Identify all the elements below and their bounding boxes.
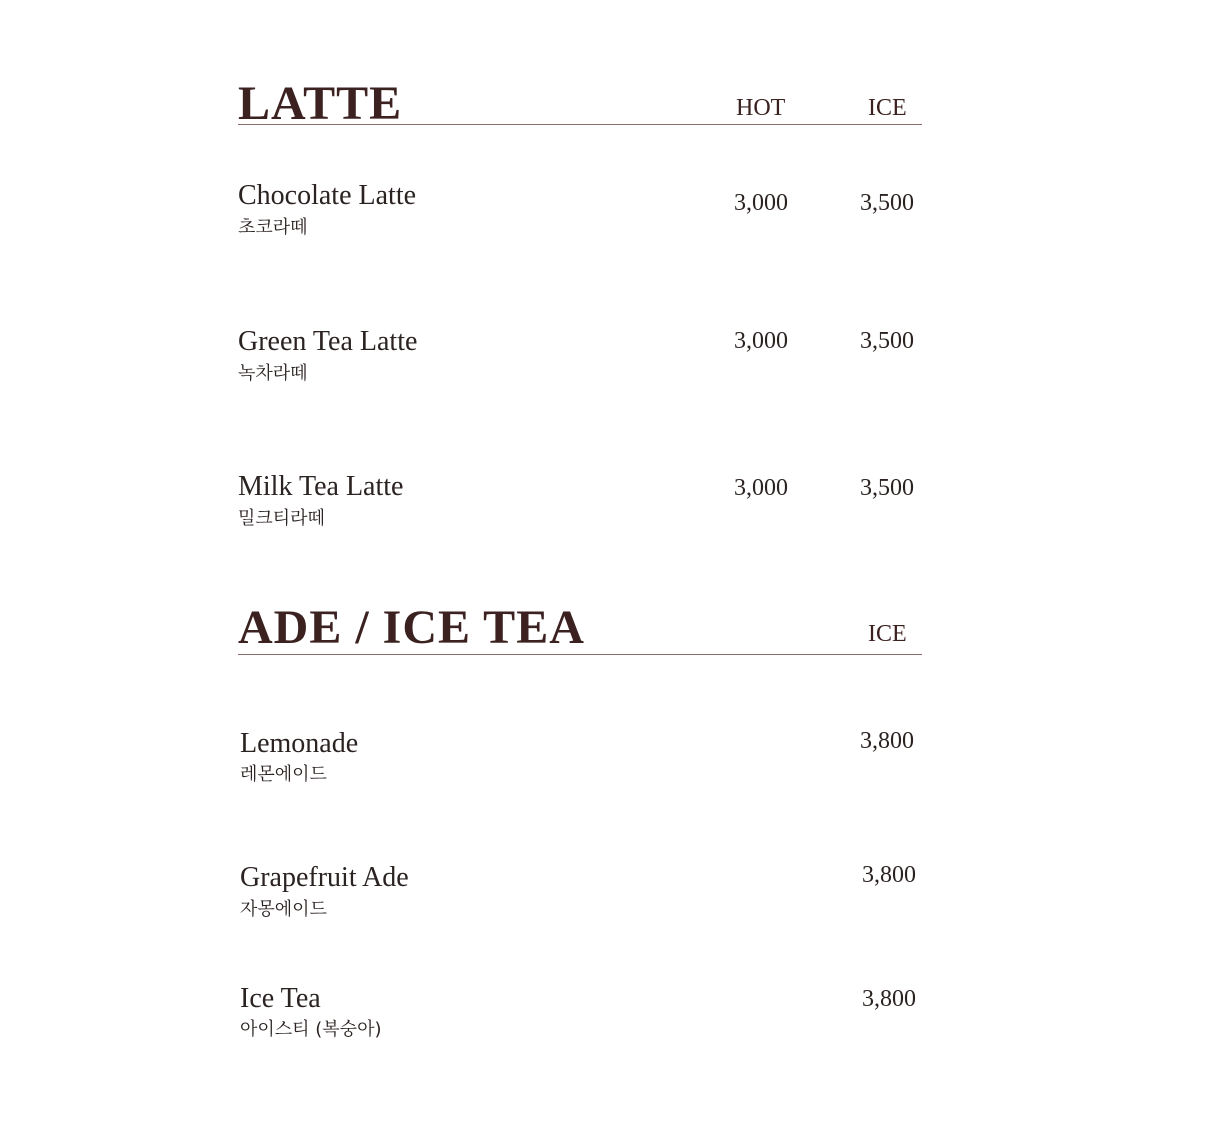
item-name: Grapefruit Ade [240, 862, 409, 893]
column-header-ice: ICE [868, 621, 907, 647]
price-ice: 3,500 [860, 190, 914, 216]
price-ice: 3,500 [860, 328, 914, 354]
price-hot: 3,000 [734, 475, 788, 501]
section-title-latte: LATTE [238, 77, 403, 130]
price-ice: 3,800 [862, 986, 916, 1012]
section-title-ade-ice-tea: ADE / ICE TEA [238, 601, 585, 654]
price-hot: 3,000 [734, 328, 788, 354]
price-hot: 3,000 [734, 190, 788, 216]
price-ice: 3,800 [860, 728, 914, 754]
item-korean-name: 녹차라떼 [238, 363, 308, 384]
section-divider-latte [238, 124, 922, 125]
item-korean-name: 레몬에이드 [240, 764, 327, 785]
section-divider-ade [238, 654, 922, 655]
item-korean-name: 밀크티라떼 [238, 508, 325, 529]
item-name: Chocolate Latte [238, 180, 417, 211]
item-name: Green Tea Latte [238, 326, 418, 357]
item-name: Milk Tea Latte [238, 471, 404, 502]
item-name: Lemonade [240, 728, 359, 759]
column-header-ice: ICE [868, 95, 907, 121]
item-korean-name: 아이스티 (복숭아) [240, 1019, 382, 1040]
price-ice: 3,500 [860, 475, 914, 501]
column-header-hot: HOT [736, 95, 786, 121]
item-korean-name: 자몽에이드 [240, 899, 327, 920]
item-name: Ice Tea [240, 983, 321, 1014]
price-ice: 3,800 [862, 862, 916, 888]
item-korean-name: 초코라떼 [238, 217, 308, 238]
